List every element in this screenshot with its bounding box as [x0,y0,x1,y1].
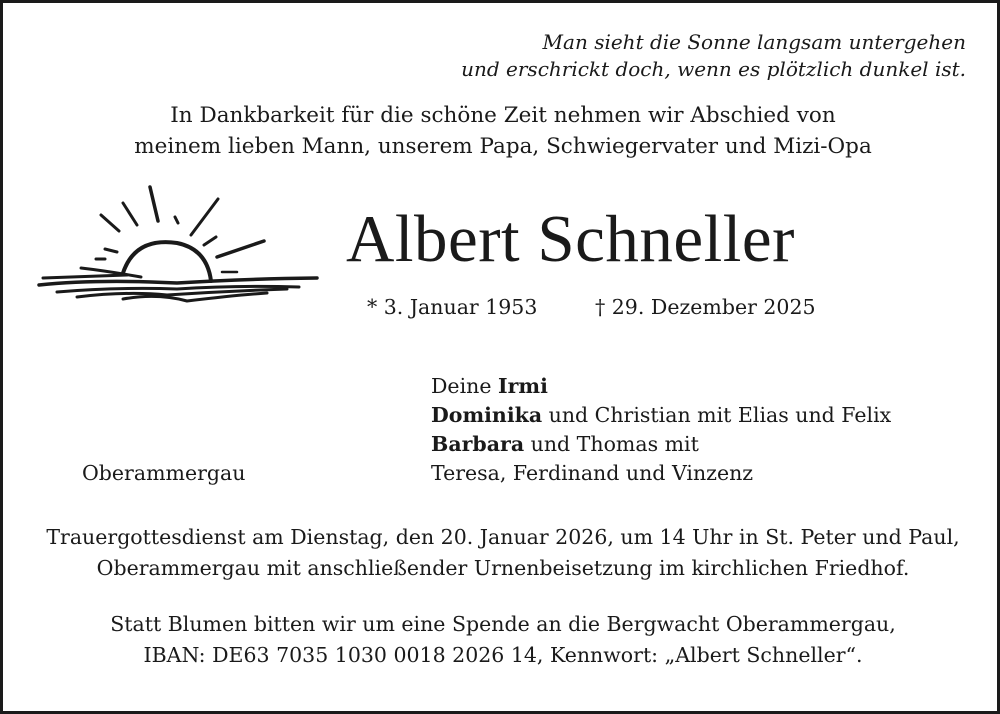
birth-date: * 3. Januar 1953 [367,295,538,319]
intro-line-1: In Dankbarkeit für die schöne Zeit nehmen wir Abschied von [170,103,836,128]
quote-line-2: und erschrickt doch, wenn es plötzlich dunkel ist. [461,57,966,81]
mourner-line: Deine Irmi [431,374,548,398]
donation-line-2: IBAN: DE63 7035 1030 0018 2026 14, Kennwort: „Albert Schneller“. [143,643,863,667]
mourners-list [431,372,991,488]
mourner-line: Barbara und Thomas mit [431,432,699,456]
funeral-service-info [3,522,1000,584]
service-line-1: Trauergottesdienst am Dienstag, den 20. Januar 2026, um 14 Uhr in St. Peter und Paul, [46,525,960,549]
sunset-icon [37,179,323,309]
death-date: † 29. Dezember 2025 [595,295,816,319]
epigraph-quote [406,29,966,83]
mourner-name: Barbara [431,432,525,456]
mourner-line: Dominika und Christian mit Elias und Felix [431,403,892,427]
donation-info [3,609,1000,671]
intro-line-2: meinem lieben Mann, unserem Papa, Schwiegervater und Mizi-Opa [134,134,872,159]
quote-line-1: Man sieht die Sonne langsam untergehen [542,30,966,54]
mourner-line: Teresa, Ferdinand und Vinzenz [431,461,754,485]
intro-text [3,100,1000,162]
mourner-name: Irmi [497,374,548,398]
service-line-2: Oberammergau mit anschließender Urnenbeisetzung im kirchlichen Friedhof. [96,556,910,580]
deceased-name: Albert Schneller [346,202,795,276]
donation-line-1: Statt Blumen bitten wir um eine Spende an die Bergwacht Oberammergau, [110,612,896,636]
mourner-name: Dominika [431,403,543,427]
place-name: Oberammergau [82,461,246,485]
